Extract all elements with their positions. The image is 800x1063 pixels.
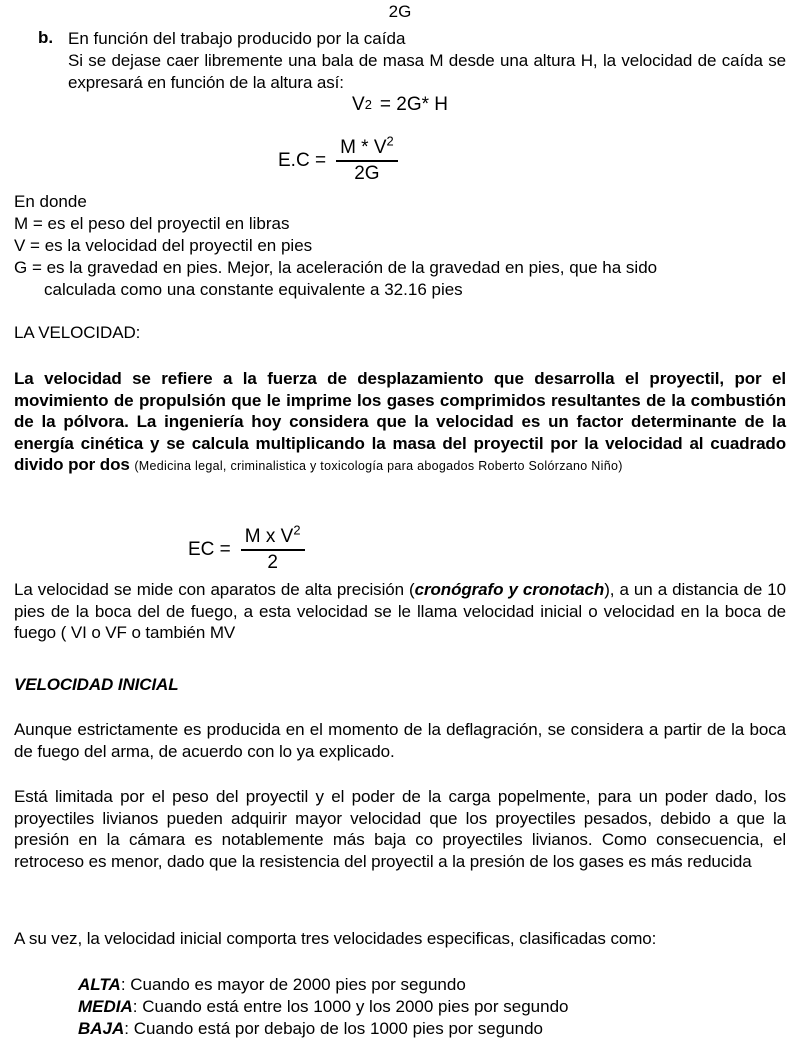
formula-ec-numerator [336, 133, 398, 162]
definition-g: G = es la gravedad en pies. Mejor, la aceleración de la gravedad en pies, que ha sido [14, 258, 658, 277]
velocity-class-alta [78, 974, 466, 996]
list-marker-b: b. [38, 28, 54, 47]
definition-v: V = es la velocidad del proyectil en pies [14, 236, 313, 255]
where-label: En donde [14, 192, 87, 211]
list-item-b [38, 28, 786, 50]
item-b-paragraph: Si se dejase caer libremente una bala de masa M desde una altura H, la velocidad de caída se expresará en función de la altura así: [68, 51, 786, 92]
formula-ec2-numerator-text: M x V [244, 526, 294, 547]
velocity-class-media-description: : Cuando está entre los 1000 y los 2000 pies por segundo [132, 997, 569, 1016]
velocity-class-baja-label: BAJA [78, 1019, 125, 1038]
paragraph-velocidad-text: La velocidad se refiere a la fuerza de desplazamiento que desarrolla el proyectil, por el movimiento de propulsión que le imprime los gases comprimidos resultantes de la combustión de la pólvora. La ingeniería hoy considera que la velocidad es un factor determinante de la energía cinética y se calcula multiplicando la masa del proyectil por la velocidad al cuadrado divido por dos [14, 369, 786, 474]
paragraph-medicion-part1: La velocidad se mide con aparatos de alta precisión ( [14, 580, 415, 599]
formula-energia-cinetica [278, 133, 398, 185]
velocity-class-alta-label: ALTA [78, 975, 121, 994]
formula-ec2-fraction [241, 522, 305, 574]
formula-ec2-lhs: EC = [188, 539, 231, 560]
paragraph-medicion-part2: ), a un a distancia de 10 pies de la boca del de fuego, a esta velocidad se le llama velocidad inicial o velocidad en la boca de fuego ( VI o VF o también MV [14, 580, 786, 642]
paragraph-velocidad [14, 368, 786, 477]
velocity-class-media-label: MEDIA [78, 997, 133, 1016]
formula-ec2-numerator-exponent: 2 [293, 522, 301, 538]
emphasis-cronografo: cronógrafo y cronotach [414, 580, 605, 599]
formula-ec2-denominator: 2 [267, 552, 278, 573]
paragraph-medicion [14, 579, 786, 644]
definition-g-continuation: calculada como una constante equivalente a 32.16 pies [44, 280, 463, 299]
velocity-class-media [78, 996, 568, 1018]
velocity-class-baja [78, 1018, 543, 1040]
section-title-velocidad: LA VELOCIDAD: [14, 323, 141, 342]
citation-medicina-legal: (Medicina legal, criminalistica y toxicología para abogados Roberto Solórzano Niño) [134, 459, 623, 473]
formula-ec-numerator-text: M * V [340, 137, 387, 158]
formula-ec-fraction [336, 133, 398, 185]
formula-ec-lhs: E.C = [278, 150, 327, 171]
top-fragment-2g: 2G [388, 2, 412, 21]
paragraph-deflagracion: Aunque estrictamente es producida en el momento de la deflagración, se considera a partir de la boca de fuego del arma, de acuerdo con lo ya explicado. [14, 720, 786, 761]
definition-m: M = es el peso del proyectil en libras [14, 214, 290, 233]
velocity-class-alta-description: : Cuando es mayor de 2000 pies por segundo [120, 975, 466, 994]
formula-ec-numerator-exponent: 2 [386, 133, 394, 149]
formula-ec-denominator: 2G [354, 163, 380, 184]
section-title-velocidad-inicial: VELOCIDAD INICIAL [14, 675, 179, 694]
formula-ec2-numerator [241, 522, 305, 551]
velocity-class-baja-description: : Cuando está por debajo de los 1000 pies por segundo [124, 1019, 543, 1038]
formula-v-variable: V [352, 94, 365, 115]
paragraph-limitada: Está limitada por el peso del proyectil y el poder de la carga popelmente, para un poder dado, los proyectiles livianos pueden adquirir mayor velocidad que los proyectiles pesados, debido a que la presión en la cámara es notablemente más baja co proyectiles livianos. Como consecuencia, el retroceso es menor, dado que la resistencia del proyectil a la presión de los gases es más reducida [14, 787, 786, 871]
list-item-b-heading: En función del trabajo producido por la caída [68, 29, 406, 48]
formula-energia-cinetica-2 [188, 522, 305, 574]
formula-v-squared: V 2 = 2G* H [352, 94, 448, 115]
formula-v-rest: = 2G* H [379, 94, 448, 115]
paragraph-clasificacion: A su vez, la velocidad inicial comporta tres velocidades especificas, clasificadas como: [14, 929, 657, 948]
